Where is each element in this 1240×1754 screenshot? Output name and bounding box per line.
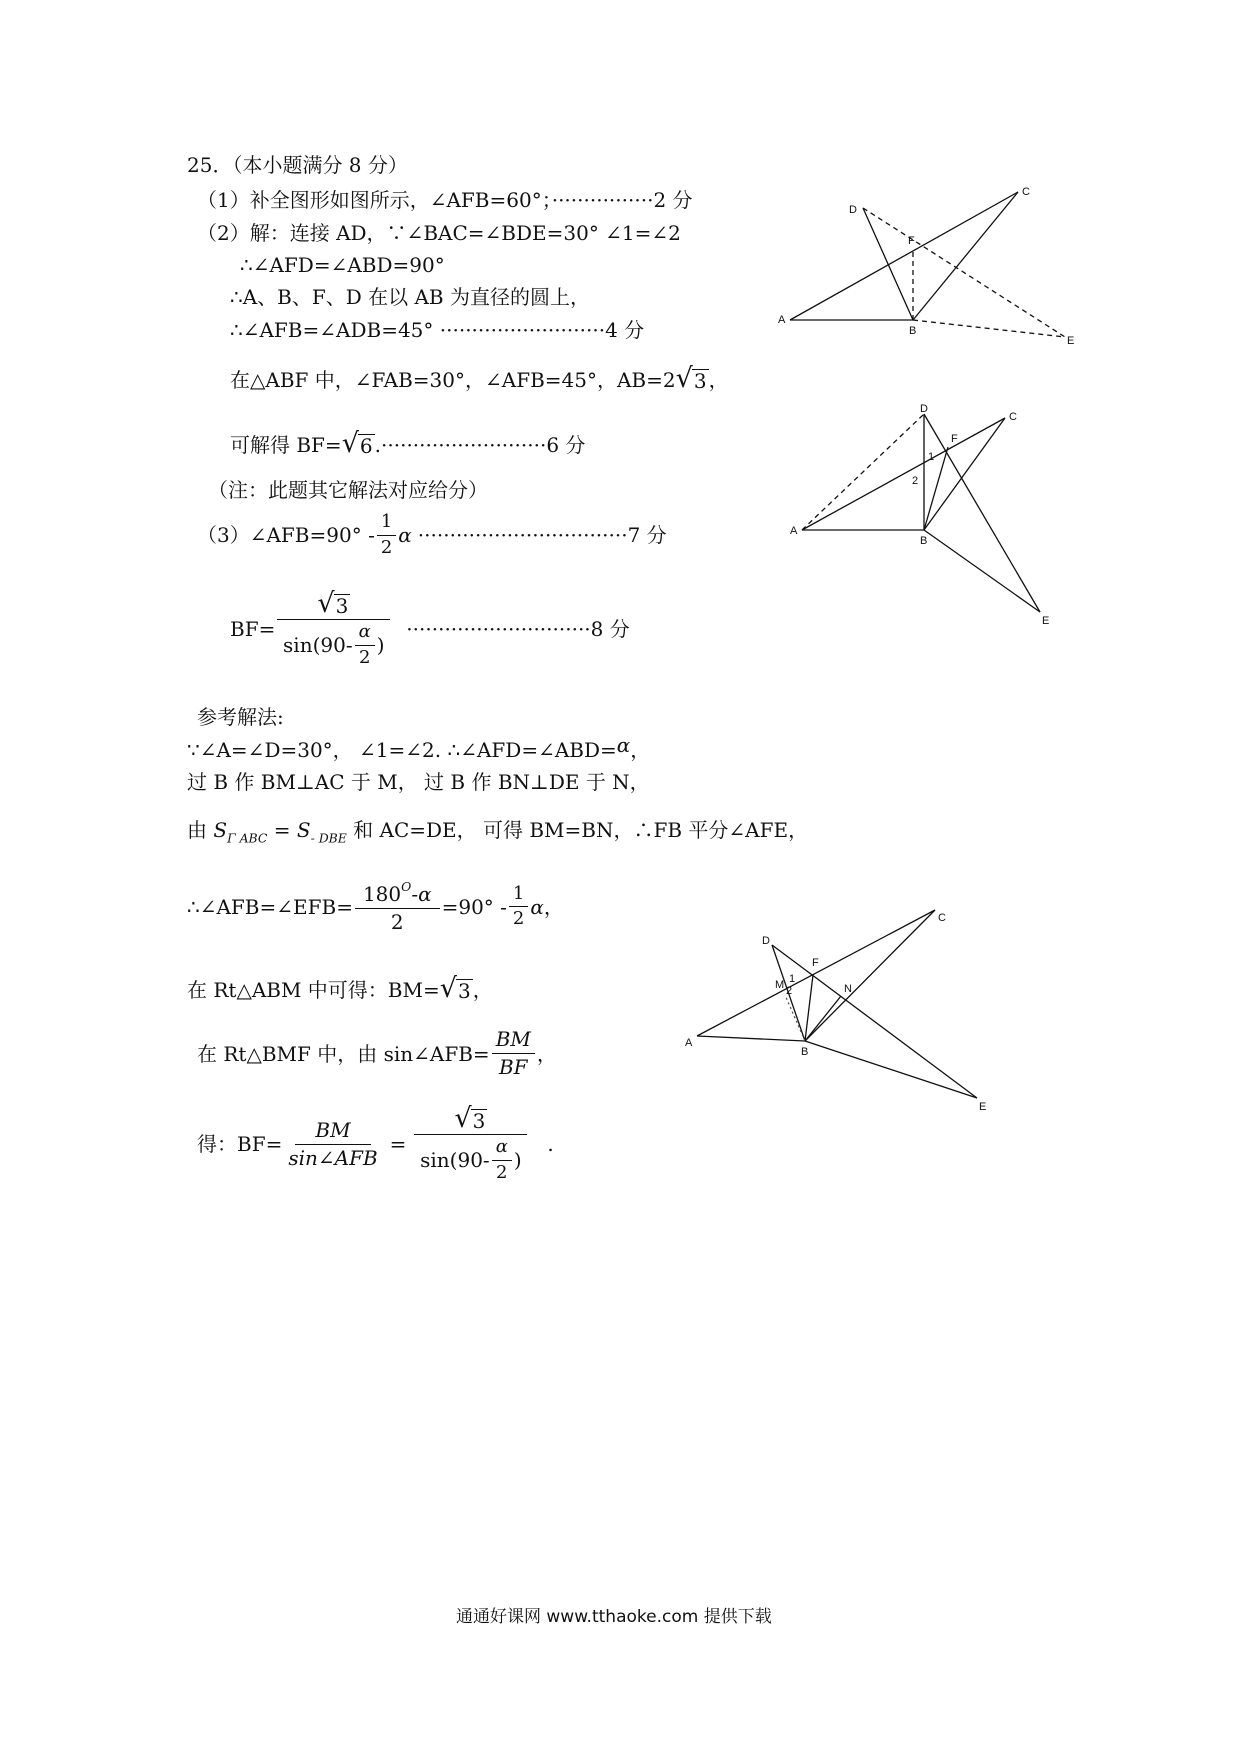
part1-dots: ················ [551, 188, 654, 212]
equals-sign: = [267, 818, 297, 842]
segment-be-dashed [913, 320, 1065, 337]
sin-close: ) [513, 1147, 522, 1172]
part2-line6 [230, 430, 585, 457]
part2-line3: ∴A、B、F、D 在以 AB 为直径的圆上， [230, 285, 590, 309]
figure3-diagram [685, 900, 995, 1130]
num-180: 180 [362, 881, 402, 906]
point-label-e: E [979, 1101, 987, 1113]
figure2-diagram [790, 400, 1070, 640]
page-footer: 通通好课网 www.tthaoke.com 提供下载 [456, 1607, 772, 1627]
point-label-d: D [762, 935, 770, 947]
angle-fraction [355, 880, 440, 934]
ref-line6-text: 在 Rt△BMF 中，由 sin∠AFB= [197, 1041, 490, 1066]
point-label-a: A [685, 1037, 693, 1049]
point-label-n: N [844, 983, 852, 995]
point-label-e: E [1042, 615, 1050, 627]
part3-bf-line [230, 590, 630, 668]
bf-label: BF= [230, 617, 276, 642]
fraction-half [509, 884, 528, 930]
angle-label-2: 2 [912, 475, 919, 487]
figure1-diagram [780, 180, 1100, 350]
fraction-denominator: 2 [390, 909, 404, 934]
part2-line5-end: ， [708, 368, 729, 392]
ref-line2: 过 B 作 BM⊥AC 于 M， 过 B 作 BN⊥DE 于 N， [187, 770, 650, 794]
point-label-d: D [920, 403, 928, 415]
bf-dots: ····························· [406, 617, 591, 642]
point-label-b: B [801, 1046, 809, 1058]
radical-sign: √ [675, 363, 693, 394]
ref-line3-prefix: 由 [187, 818, 214, 842]
point-label-b: B [920, 535, 928, 547]
segment-bf [805, 975, 813, 1041]
segment-bc [913, 192, 1018, 320]
fraction-numerator: α [492, 1137, 512, 1161]
ref-title: 参考解法: [197, 705, 284, 729]
segment-ad-dashed [802, 414, 924, 530]
sqrt3-over-sin [414, 1105, 527, 1183]
fraction-numerator: 1 [377, 512, 396, 536]
segment-ab [697, 1036, 805, 1041]
bf-score: 8 分 [590, 617, 630, 642]
sqrt-3 [454, 1105, 487, 1132]
part2-line6-score: 6 分 [546, 433, 586, 457]
ref-line4-prefix: ∴∠AFB=∠EFB= [187, 894, 353, 919]
point-label-c: C [1009, 411, 1017, 423]
part3-dots: ································· [417, 523, 628, 548]
part2-line4 [230, 318, 644, 342]
segment-bc [805, 910, 935, 1041]
segment-ac [802, 418, 1005, 530]
ref-line5 [187, 975, 493, 1002]
alpha-over-2 [355, 622, 375, 668]
sin-prefix: sin(90- [420, 1147, 490, 1172]
question-header: 25．（本小题满分 8 分） [187, 153, 408, 177]
segment-bn [805, 996, 841, 1041]
fraction-denominator: sin∠AFB [288, 1145, 378, 1170]
point-label-f: F [951, 433, 958, 445]
sqrt-3 [676, 365, 709, 392]
bf-fraction [277, 590, 390, 668]
ref-line6 [197, 1028, 557, 1079]
angle-label-1: 1 [928, 451, 935, 463]
segment-db [863, 208, 913, 320]
radical-sign: √ [317, 588, 335, 619]
ref-line7 [197, 1105, 554, 1183]
point-label-a: A [778, 314, 786, 326]
fraction-numerator: α [355, 622, 375, 646]
part2-line5-text: 在△ABF 中，∠FAB=30°，∠AFB=45°，AB=2 [230, 368, 676, 392]
alpha-over-2 [492, 1137, 512, 1183]
ref-line1 [187, 733, 651, 762]
fraction-denominator [279, 620, 389, 668]
bm-over-bf [492, 1028, 535, 1079]
area-symbol: S [213, 818, 228, 842]
area-subscript: Γ ABC [227, 830, 268, 846]
segment-be [924, 530, 1040, 612]
segment-de [772, 945, 977, 1098]
fraction-numerator: BM [295, 1119, 370, 1145]
alpha-symbol: α [398, 523, 412, 548]
ref-line1-text: ∵∠A=∠D=30°， ∠1=∠2. ∴∠AFD=∠ABD= [187, 738, 617, 762]
radicand: 3 [335, 594, 349, 618]
equals-sign: = [389, 1132, 407, 1157]
point-label-c: C [1022, 186, 1030, 198]
radicand: 3 [693, 369, 707, 393]
ref-line1-end: ， [630, 738, 651, 762]
area-subscript: - DBE [310, 830, 347, 846]
fraction-numerator: 1 [509, 884, 528, 908]
sin-prefix: sin(90- [283, 632, 353, 657]
bm-over-sin [284, 1119, 381, 1170]
ref-line4-mid: =90° - [441, 894, 507, 919]
segment-be [805, 1041, 977, 1098]
ref-line5-text: 在 Rt△ABM 中可得：BM= [187, 978, 440, 1002]
ref-line4 [187, 880, 564, 934]
radicand: 3 [472, 1109, 486, 1133]
part2-line6-dots: ·························· [381, 433, 547, 457]
ref-line7-prefix: 得：BF= [197, 1132, 283, 1157]
degree-superscript: O [401, 879, 412, 894]
part2-line4-dots: ·························· [439, 318, 606, 342]
radical-sign: √ [341, 428, 359, 459]
minus-sign: - [411, 881, 419, 906]
part2-note: （注：此题其它解法对应给分） [208, 478, 488, 502]
part2-line1: （2）解：连接 AD，∵∠BAC=∠BDE=30° ∠1=∠2 [197, 221, 681, 245]
radicand: 6 [359, 434, 373, 458]
point-label-m: M [775, 979, 785, 991]
point-label-c: C [938, 912, 946, 924]
part2-line4-score: 4 分 [605, 318, 645, 342]
point-label-d: D [849, 204, 857, 216]
ref-line3-text: 和 AC=DE， 可得 BM=BN，∴FB 平分∠AFE， [346, 818, 809, 842]
part2-line5 [230, 365, 729, 392]
fraction-numerator [355, 880, 440, 909]
part2-line2: ∴∠AFD=∠ABD=90° [240, 253, 445, 277]
point-label-a: A [790, 525, 798, 537]
fraction-denominator: 2 [496, 1161, 508, 1183]
part2-line4-text: ∴∠AFB=∠ADB=45° [230, 318, 434, 342]
fraction-denominator: 2 [358, 646, 371, 668]
point-label-f: F [812, 957, 819, 969]
radical-sign: √ [439, 973, 457, 1004]
sqrt-3 [317, 590, 350, 617]
ref-line3 [187, 818, 808, 846]
fraction-denominator: BF [498, 1055, 528, 1079]
part3-line1 [197, 512, 667, 558]
sin-close: ) [376, 632, 385, 657]
fraction-numerator [277, 590, 390, 620]
alpha-symbol: α [418, 881, 432, 906]
radical-sign: √ [454, 1103, 472, 1134]
fraction-denominator [416, 1135, 526, 1183]
ref-line6-end: ， [536, 1041, 557, 1066]
ref-line7-end: . [547, 1132, 554, 1157]
point-label-e: E [1067, 335, 1075, 347]
area-symbol: S [296, 818, 311, 842]
part3-score: 7 分 [627, 523, 667, 548]
fraction-numerator [414, 1105, 527, 1135]
point-label-f: F [908, 235, 915, 247]
part1-score: 2 分 [653, 188, 693, 212]
fraction-denominator: 2 [512, 908, 525, 930]
fraction-denominator: 2 [380, 536, 393, 558]
segment-de [924, 414, 1040, 612]
part1-text: （1）补全图形如图所示，∠AFB=60°； [197, 188, 552, 212]
part3-prefix: （3）∠AFB=90° - [197, 523, 375, 548]
alpha-symbol: α [530, 894, 544, 919]
fraction-numerator: BM [492, 1028, 535, 1054]
ref-line4-end: ， [543, 894, 564, 919]
alpha-symbol: α [616, 733, 631, 757]
sqrt-6 [342, 430, 375, 457]
sqrt-3 [440, 975, 473, 1002]
part2-line6-text: 可解得 BF= [230, 433, 342, 457]
angle-label-1: 1 [789, 973, 796, 985]
point-label-b: B [909, 325, 917, 337]
segment-ac [697, 910, 935, 1036]
part2-line6-period: . [374, 433, 382, 457]
fraction-half [377, 512, 396, 558]
angle-label-2: 2 [786, 985, 793, 997]
ref-line5-end: ， [472, 978, 493, 1002]
segment-de-dashed [863, 208, 1065, 337]
part1-line [197, 188, 693, 212]
radicand: 3 [457, 979, 471, 1003]
